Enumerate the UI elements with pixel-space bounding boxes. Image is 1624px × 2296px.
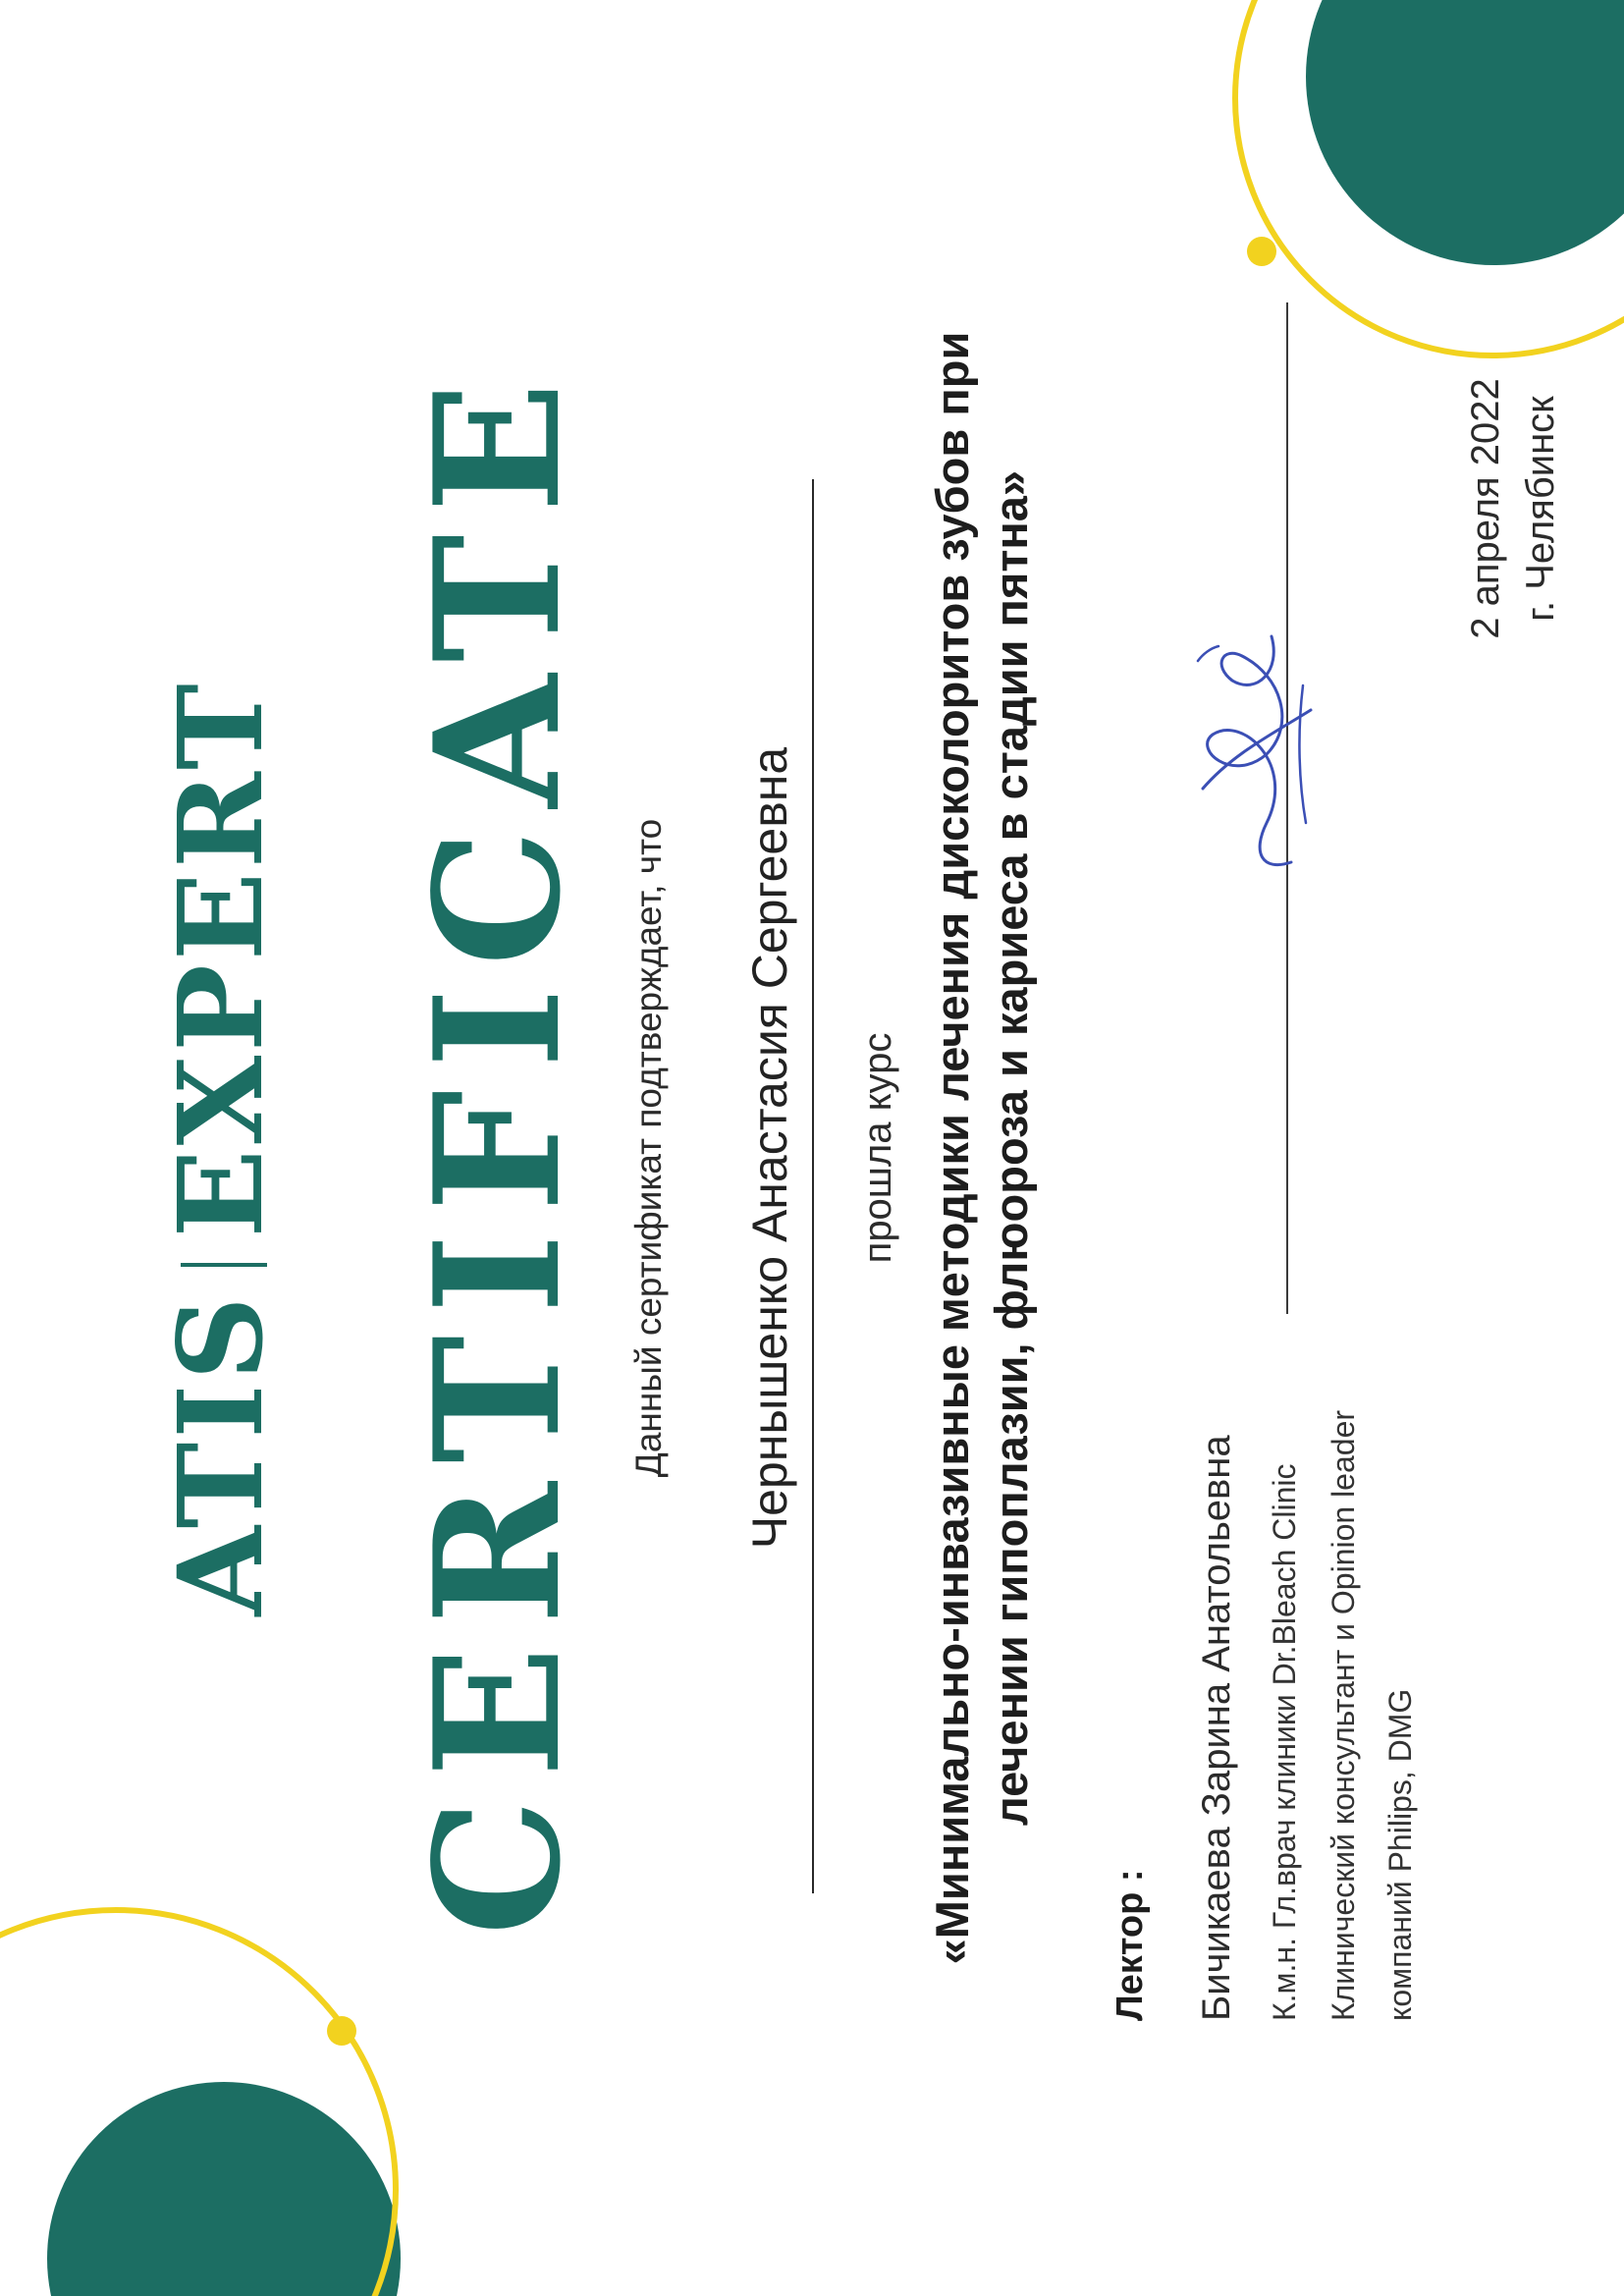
course-intro: прошла курс bbox=[856, 1032, 899, 1264]
lecturer-credential-line: компаний Philips, DMG bbox=[1382, 1688, 1418, 2021]
lecturer-credential-line: К.м.н. Гл.врач клиники Dr.Bleach Clinic bbox=[1267, 1463, 1302, 2021]
recipient-name: Чернышенко Анастасия Сергеевна bbox=[742, 746, 797, 1550]
certificate-date: 2 апреля 2022 bbox=[1464, 378, 1507, 639]
course-title-line-2: лечении гипоплазии, флюороза и кариеса в стадии пятна» bbox=[985, 469, 1037, 1827]
handwritten-signature bbox=[1173, 607, 1321, 882]
brand-right: EXPERT bbox=[152, 680, 289, 1238]
confirmation-text: Данный сертификат подтверждает, что bbox=[628, 818, 669, 1478]
lecturer-label: Лектор : bbox=[1110, 1869, 1151, 2021]
certificate-title: CERTIFICATE bbox=[398, 359, 599, 1937]
certificate-city: г. Челябинск bbox=[1519, 396, 1562, 622]
brand-separator bbox=[181, 1263, 267, 1267]
brand-logo bbox=[152, 0, 289, 2296]
course-title-line-1: «Минимально-инвазивные методики лечения дисколоритов зубов при bbox=[926, 331, 978, 1965]
lecturer-name: Бичикаева Зарина Анатольевна bbox=[1195, 1435, 1238, 2021]
lecturer-credential-line: Клинический консультант и Opinion leader bbox=[1326, 1409, 1361, 2021]
name-underline bbox=[812, 479, 814, 1893]
course-title bbox=[923, 0, 1041, 2296]
date-location bbox=[1458, 165, 1568, 852]
brand-left: ATIS bbox=[152, 1292, 289, 1616]
